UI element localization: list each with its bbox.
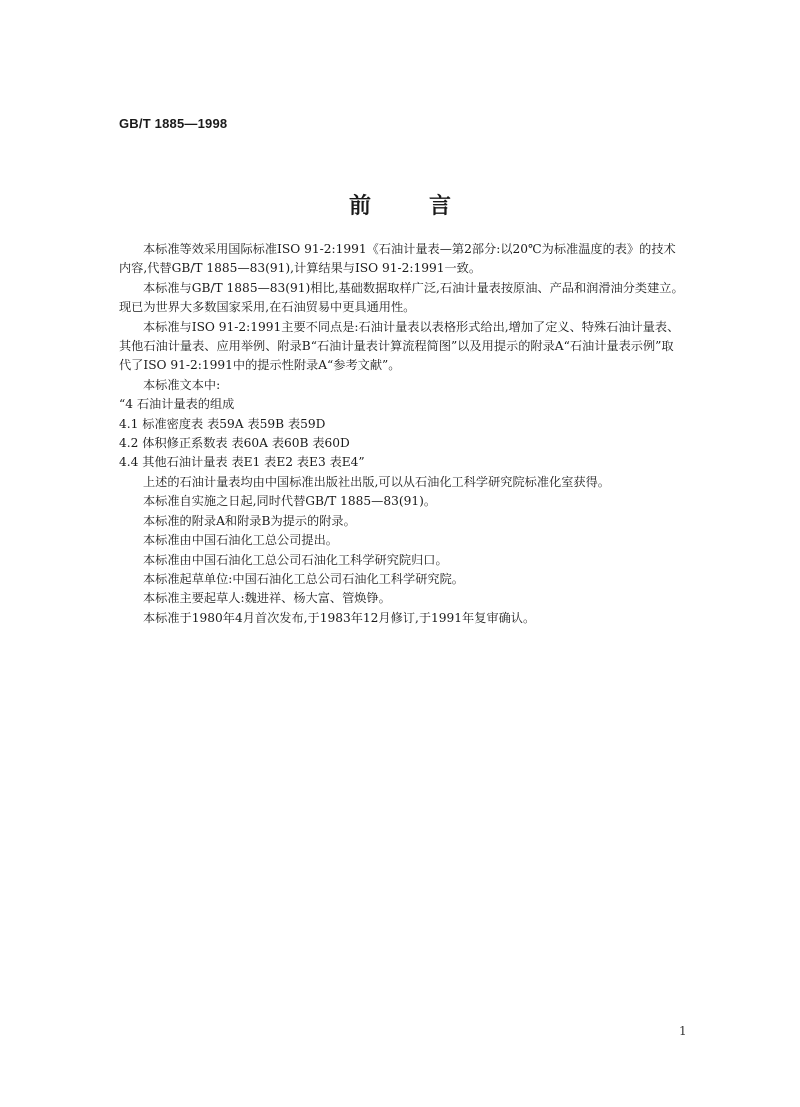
list-item-section-4-1: 4.1 标准密度表 表59A 表59B 表59D	[119, 416, 326, 431]
paragraph-management: 本标准由中国石油化工总公司石油化工科学研究院归口。	[143, 552, 448, 567]
paragraph-comparison: 本标准与GB/T 1885—83(91)相比,基础数据取样广泛,石油计量表按原油、产品和润滑油分类建立。现已为世界大多数国家采用,在石油贸易中更具通用性。	[119, 280, 684, 315]
paragraph-replacement: 本标准自实施之日起,同时代替GB/T 1885—83(91)。	[143, 494, 437, 509]
paragraph-equivalence: 本标准等效采用国际标准ISO 91-2:1991《石油计量表—第2部分:以20℃为标准温度的表》的技术内容,代替GB/T 1885—83(91),计算结果与ISO 91-2:1991一致。	[119, 242, 676, 276]
page-number: 1	[679, 1024, 687, 1038]
paragraph-appendices: 本标准的附录A和附录B为提示的附录。	[143, 513, 356, 528]
list-item-section-4-4: 4.4 其他石油计量表 表E1 表E2 表E3 表E4”	[119, 455, 365, 470]
paragraph-drafting-unit: 本标准起草单位:中国石油化工总公司石油化工科学研究院。	[143, 571, 464, 586]
paragraph-publisher: 上述的石油计量表均由中国标准出版社出版,可以从石油化工科学研究院标准化室获得。	[143, 474, 610, 489]
standard-code: GB/T 1885—1998	[119, 116, 228, 131]
paragraph-drafters: 本标准主要起草人:魏进祥、杨大富、管焕铮。	[143, 591, 391, 606]
paragraph-differences: 本标准与ISO 91-2:1991主要不同点是:石油计量表以表格形式给出,增加了定义、特殊石油计量表、其他石油计量表、应用举例、附录B“石油计量表计算流程简图”以及用提示的附录A“石油计量表示例”取代了ISO 91-2:1991中的提示性附录A“参考文献”。	[119, 319, 680, 373]
paragraph-text-intro: 本标准文本中:	[143, 377, 221, 392]
list-item-section-4-2: 4.2 体积修正系数表 表60A 表60B 表60D	[119, 436, 350, 451]
paragraph-proposer: 本标准由中国石油化工总公司提出。	[143, 533, 338, 548]
list-item-section-4: “4 石油计量表的组成	[119, 397, 235, 412]
page-title: 前言	[348, 193, 509, 219]
document-body	[119, 240, 684, 628]
paragraph-history: 本标准于1980年4月首次发布,于1983年12月修订,于1991年复审确认。	[143, 610, 536, 625]
